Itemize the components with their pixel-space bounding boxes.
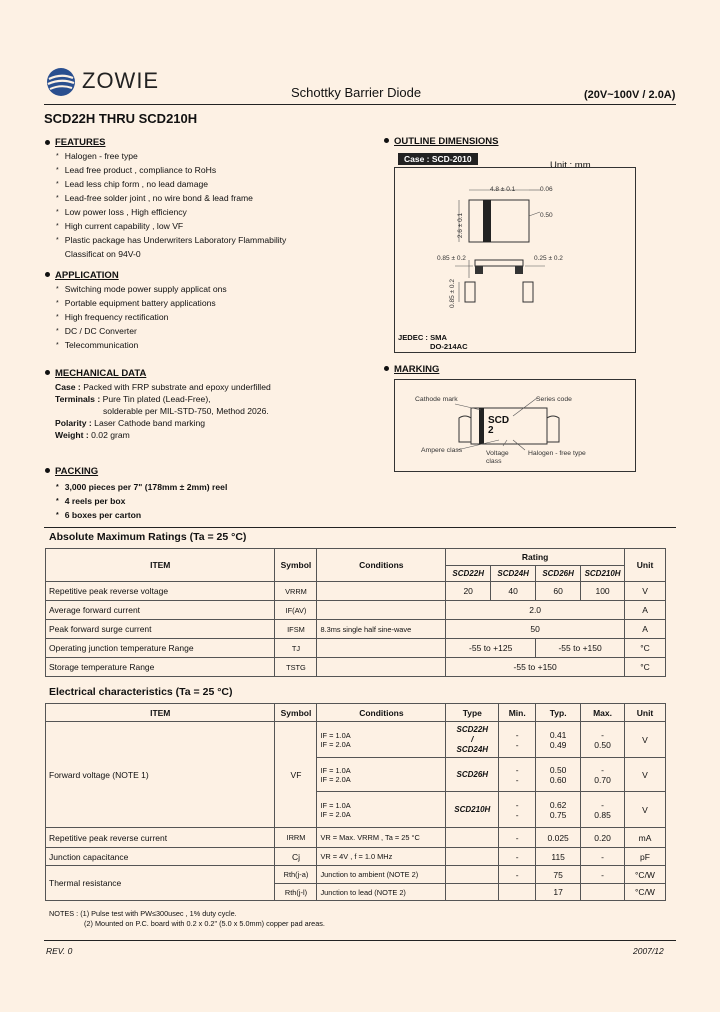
zowie-logo-icon — [46, 67, 76, 97]
col-max: Max. — [581, 704, 625, 722]
application-item: * Telecommunication — [56, 340, 139, 350]
elec-title: Electrical characteristics (Ta = 25 °C) — [49, 686, 233, 698]
application-item: * Switching mode power supply applicat ons — [56, 284, 227, 294]
packing-item: * 3,000 pieces per 7" (178mm ± 2mm) reel — [56, 482, 228, 492]
feature-item: * High current capability , low VF — [56, 221, 184, 231]
ampere-class-label: Ampere class — [421, 447, 463, 454]
marking-code: SCD 2 — [488, 415, 510, 436]
col-conditions: Conditions — [317, 549, 446, 582]
packing-item: * 4 reels per box — [56, 496, 126, 506]
outline-drawing — [395, 168, 635, 352]
application-item: * Portable equipment battery applications — [56, 298, 216, 308]
part-header: SCD22H — [446, 566, 491, 582]
mech-case: Case : Packed with FRP substrate and epoxy underfilled — [55, 382, 271, 392]
part-header: SCD210H — [581, 566, 625, 582]
application-item: * High frequency rectification — [56, 312, 169, 322]
application-item: * DC / DC Converter — [56, 326, 137, 336]
application-list — [56, 283, 227, 353]
col-symbol: Symbol — [275, 704, 317, 722]
dim-pad-length: 0.85 ± 0.2 — [448, 279, 456, 308]
table-row: Forward voltage (NOTE 1) VF IF = 1.0A IF = 2.0A SCD22H / SCD24H - - 0.41 0.49 - 0.50 V — [46, 722, 666, 758]
abs-max-title: Absolute Maximum Ratings (Ta = 25 °C) — [49, 531, 247, 543]
table-row: Operating junction temperature Range TJ -55 to +125 -55 to +150 °C — [46, 639, 666, 658]
col-item: ITEM — [46, 704, 275, 722]
dim-pad: 0.50 — [540, 212, 553, 219]
note-1: NOTES : (1) Pulse test with PW≤300usec , 1% duty cycle. — [49, 909, 237, 918]
elec-table — [45, 703, 666, 901]
outline-heading: OUTLINE DIMENSIONS — [394, 136, 499, 147]
part-header: SCD26H — [536, 566, 581, 582]
jedec-label: JEDEC : SMA — [398, 333, 447, 342]
table-row: Repetitive peak reverse current IRRM VR = Max. VRRM , Ta = 25 °C - 0.025 0.20 mA — [46, 828, 666, 848]
col-unit: Unit — [625, 704, 666, 722]
feature-item: * Low power loss , High efficiency — [56, 207, 187, 217]
col-typ: Typ. — [536, 704, 581, 722]
section-bullet — [45, 140, 50, 145]
col-type: Type — [446, 704, 499, 722]
mech-weight: Weight : 0.02 gram — [55, 430, 130, 440]
table-row: Thermal resistance Rth(j-a) Junction to ambient (NOTE 2) - 75 - °C/W — [46, 866, 666, 884]
rating-range: (20V~100V / 2.0A) — [584, 89, 676, 101]
col-min: Min. — [499, 704, 536, 722]
feature-item: * Plastic package has Underwriters Laboratory Flammability — [56, 235, 287, 245]
part-header: SCD24H — [491, 566, 536, 582]
dim-length: 4.8 ± 0.1 — [490, 186, 516, 193]
dim-pad-width: 0.85 ± 0.2 — [437, 255, 466, 262]
section-bullet — [45, 272, 50, 277]
feature-item: * Lead-free solder joint , no wire bond & lead frame — [56, 193, 253, 203]
section-bullet — [384, 366, 389, 371]
dim-height: 0.25 ± 0.2 — [534, 255, 563, 262]
mech-terminals-cont: solderable per MIL-STD-750, Method 2026. — [103, 406, 269, 416]
section-bullet — [45, 468, 50, 473]
abs-max-table — [45, 548, 666, 677]
voltage-class-label: Voltage class — [486, 450, 509, 465]
col-rating: Rating — [446, 549, 625, 566]
table-row: Junction capacitance Cj VR = 4V , f = 1.0 MHz - 115 - pF — [46, 848, 666, 866]
note-2: (2) Mounted on P.C. board with 0.2 x 0.2" (5.0 x 5.0mm) copper pad areas. — [84, 919, 325, 928]
marking-drawing — [395, 380, 635, 471]
footer-rule — [44, 940, 676, 941]
feature-item: Classificat on 94V-0 — [64, 249, 141, 259]
section-bullet — [384, 138, 389, 143]
dim-offset: 0.06 — [540, 186, 553, 193]
features-list — [56, 150, 286, 262]
feature-item: * Lead less chip form , no lead damage — [56, 179, 209, 189]
series-code-label: Series code — [536, 396, 572, 403]
features-heading: FEATURES — [55, 137, 106, 148]
table-row: Rth(j-l) Junction to lead (NOTE 2) 17 °C/W — [46, 884, 666, 901]
mech-terminals: Terminals : Pure Tin plated (Lead-Free), — [55, 394, 211, 404]
mechanical-data — [55, 381, 271, 441]
table-row: Storage temperature Range TSTG -55 to +150 °C — [46, 658, 666, 677]
section-bullet — [45, 370, 50, 375]
col-item: ITEM — [46, 549, 275, 582]
packing-list — [56, 481, 227, 523]
header-rule — [44, 104, 676, 105]
unit-label: Unit : mm — [550, 160, 591, 171]
section-rule — [44, 527, 676, 528]
case-label: Case : SCD-2010 — [398, 153, 478, 165]
dim-width: 2.6 ± 0.1 — [457, 212, 465, 239]
table-row: IF = 1.0A IF = 2.0A SCD210H - - 0.62 0.75 - 0.85 V — [46, 792, 666, 828]
table-row: Peak forward surge current IFSM 8.3ms single half sine-wave 50 A — [46, 620, 666, 639]
table-row: Average forward current IF(AV) 2.0 A — [46, 601, 666, 620]
packing-item: * 6 boxes per carton — [56, 510, 142, 520]
jedec-package: DO-214AC — [430, 342, 468, 351]
table-row: Repetitive peak reverse voltage VRRM 20 40 60 100 V — [46, 582, 666, 601]
packing-heading: PACKING — [55, 466, 99, 477]
revision: REV. 0 — [46, 946, 73, 956]
cathode-mark-label: Cathode mark — [415, 396, 458, 403]
document-type: Schottky Barrier Diode — [291, 85, 422, 100]
feature-item: * Halogen - free type — [56, 151, 138, 161]
mechanical-heading: MECHANICAL DATA — [55, 368, 147, 379]
release-date: 2007/12 — [633, 946, 664, 956]
halogen-label: Halogen - free type — [528, 450, 586, 457]
feature-item: * Lead free product , compliance to RoHs — [56, 165, 217, 175]
mech-polarity: Polarity : Laser Cathode band marking — [55, 418, 206, 428]
marking-heading: MARKING — [394, 364, 440, 375]
brand-name: ZOWIE — [82, 68, 160, 93]
col-unit: Unit — [625, 549, 666, 582]
part-title: SCD22H THRU SCD210H — [44, 111, 198, 126]
application-heading: APPLICATION — [55, 270, 119, 281]
table-row: IF = 1.0A IF = 2.0A SCD26H - - 0.50 0.60 - 0.70 V — [46, 758, 666, 792]
col-symbol: Symbol — [275, 549, 317, 582]
col-conditions: Conditions — [317, 704, 446, 722]
